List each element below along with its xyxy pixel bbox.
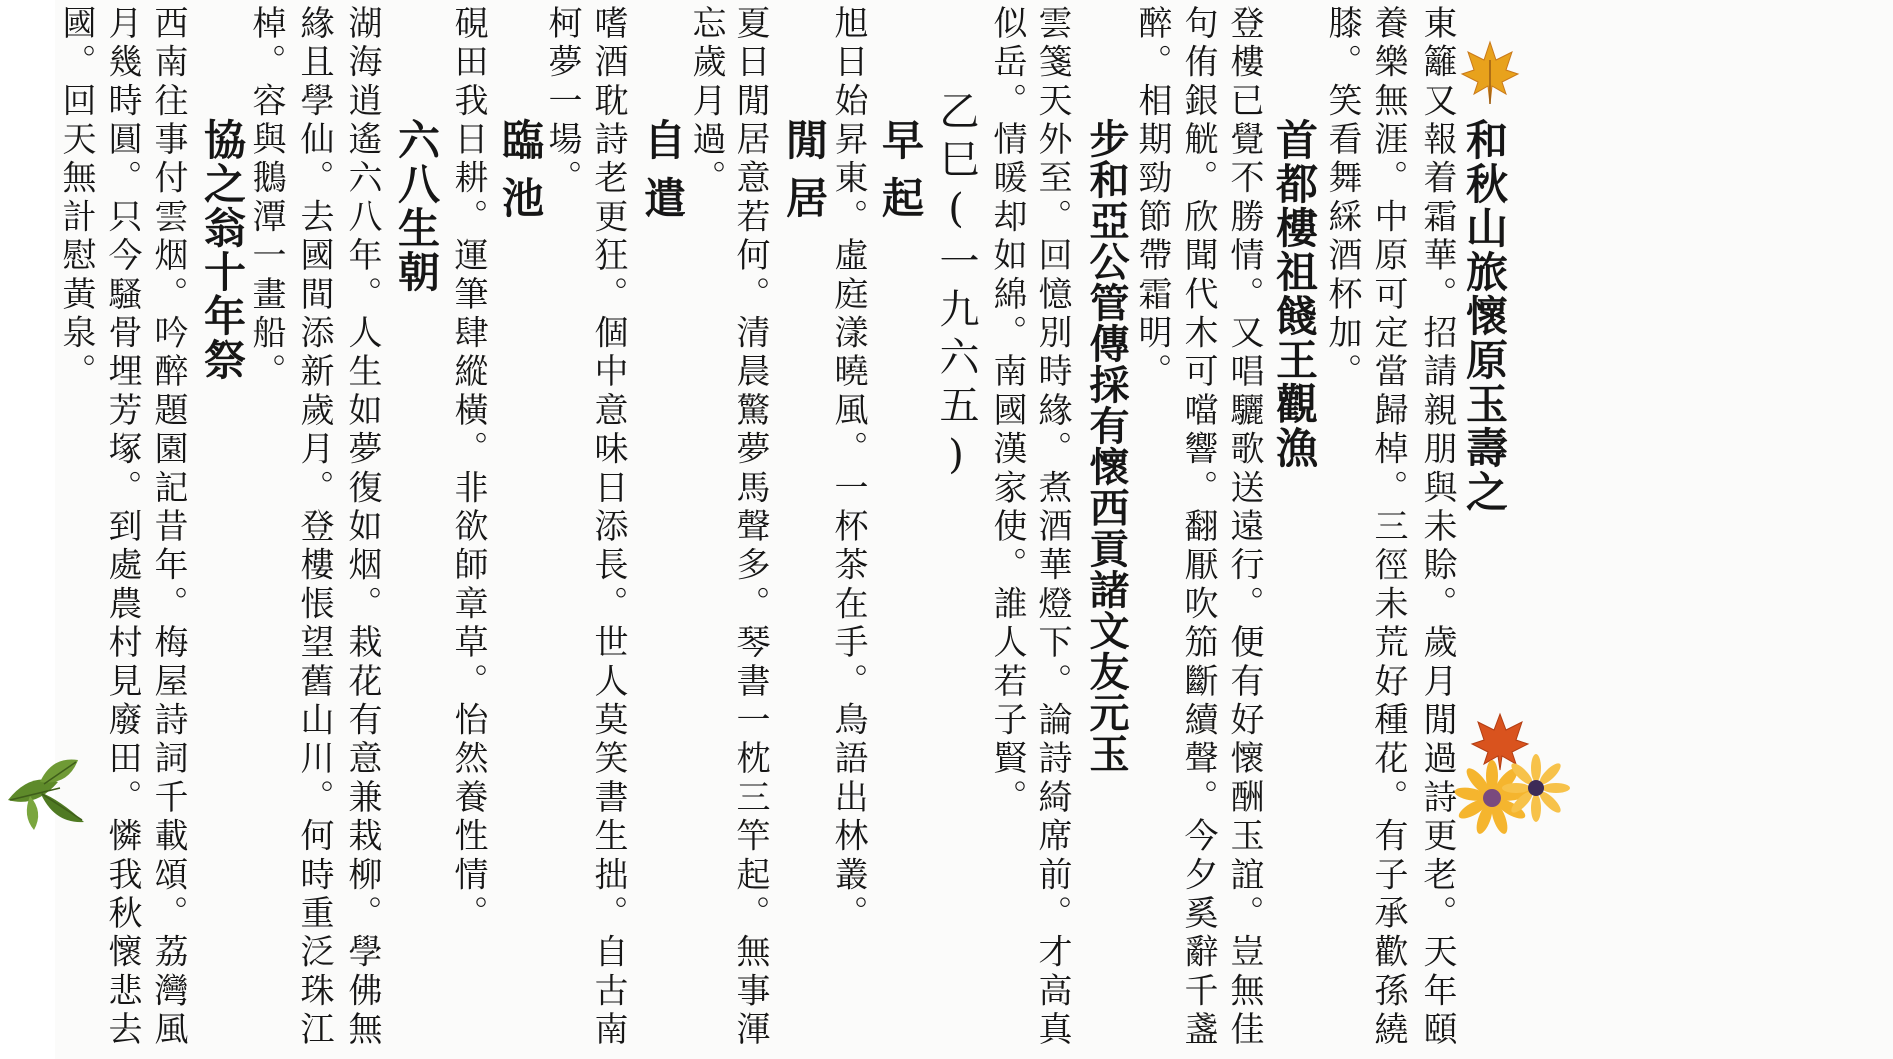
poem-line: 忘歲月過。: [686, 5, 726, 199]
poem-line: 西南往事付雲烟。吟醉題園記昔年。梅屋詩詞千載頌。荔灣風: [148, 5, 188, 1050]
poem-line: 膝。笑看舞綵酒杯加。: [1322, 5, 1362, 392]
poem-line: 柯夢一場。: [542, 5, 582, 199]
poem-title-6: 自遣: [638, 118, 687, 234]
poem-line: 似岳。情暖却如綿。南國漢家使。誰人若子賢。: [987, 5, 1027, 818]
poem-title-5: 閒居: [780, 118, 829, 234]
poem-line: 登樓已覺不勝情。又唱驪歌送遠行。便有好懷酬玉誼。豈無佳: [1224, 5, 1264, 1050]
poem-title-1: 和秋山旅懷原玉壽之: [1460, 118, 1509, 514]
poem-title-8: 六八生朝: [392, 118, 441, 294]
poem-line: 雲箋天外至。回憶別時緣。煮酒華燈下。論詩綺席前。才高真: [1032, 5, 1072, 1050]
daisy-flowers-bottom-right-icon: [1452, 740, 1570, 840]
poem-line: 養樂無涯。中原可定當歸棹。三徑未荒好種花。有子承歡孫繞: [1368, 5, 1408, 1050]
poem-line: 旭日始昇東。虛庭漾曉風。一杯茶在手。鳥語出林叢。: [828, 5, 868, 934]
poem-line: 硯田我日耕。運筆肆縱橫。非欲師章草。怡然養性情。: [448, 5, 488, 934]
poem-title-4: 早起: [876, 118, 925, 234]
poem-title-9: 協之翁十年祭: [198, 118, 247, 382]
poem-line: 醉。相期勁節帶霜明。: [1132, 5, 1172, 392]
poem-line: 嗜酒耽詩老更狂。個中意味日添長。世人莫笑書生拙。自古南: [588, 5, 628, 1050]
poem-title-7: 臨池: [496, 118, 545, 234]
poem-line: 句侑銀觥。欣聞代木可噹響。翻厭吹笳斷續聲。今夕奚辭千盞: [1178, 5, 1218, 1050]
poem-line: 月幾時圓。只今騷骨埋芳塚。到處農村見廢田。憐我秋懷悲去: [102, 5, 142, 1050]
poem-title-3: 步和亞公管傳採有懷西貢諸文友元玉: [1083, 118, 1130, 774]
poem-line: 國。回天無計慰黃泉。: [56, 5, 96, 392]
poem-title-2: 首都樓祖餞王觀漁: [1270, 118, 1319, 470]
poem-line: 東籬又報着霜華。招請親朋與未賒。歲月閒過詩更老。天年頤: [1417, 5, 1457, 1050]
poem-line: 湖海逍遙六八年。人生如夢復如烟。栽花有意兼栽柳。學佛無: [342, 5, 382, 1050]
poem-line: 夏日閒居意若何。清晨驚夢馬聲多。琴書一枕三竿起。無事渾: [730, 5, 770, 1050]
maple-leaf-top-right-icon: [1460, 40, 1520, 106]
poem-line: 緣且學仙。去國間添新歲月。登樓悵望舊山川。何時重泛珠江: [294, 5, 334, 1050]
green-leaves-bottom-left-icon: [0, 752, 92, 832]
poem-line: 棹。容與鵝潭一畫船。: [246, 5, 286, 392]
year-heading: 乙巳(一九六五): [933, 90, 979, 486]
